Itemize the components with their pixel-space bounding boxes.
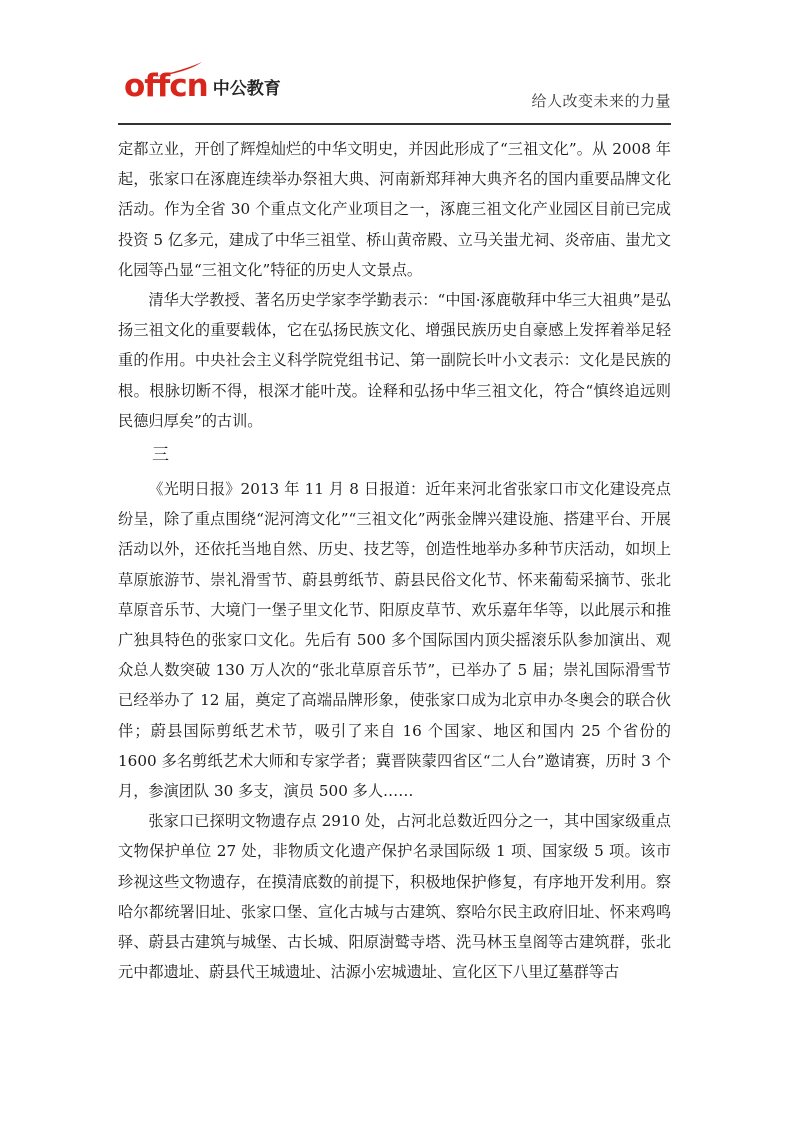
paragraph: 张家口已探明文物遗存点 2910 处，占河北总数近四分之一，其中国家级重点文物保护单位 27 处，非物质文化遗产保护名录国际级 1 项、国家级 5 项。该市珍视这些文物遗存，在摸清底数的前提下，积极地保护修复，有序地开发利用。察哈尔都统署旧址、张家口堡、宣化古城与古建筑、察哈尔民主政府旧址、怀来鸡鸣驿、蔚县古建筑与城堡、古长城、阳原澍鹫寺塔、洗马林玉皇阁等古建筑群，张北元中都遗址、蔚县代王城遗址、沽源小宏城遗址、宣化区下八里辽墓群等古 (118, 812, 671, 982)
slogan: 给人改变未来的力量 (531, 92, 671, 110)
logo-chinese-name: 中公教育 (212, 79, 281, 99)
logo-swoosh-icon (152, 61, 204, 79)
header-divider (118, 123, 671, 125)
document-body (118, 134, 671, 987)
offcn-logo (124, 66, 281, 102)
paragraph: 《光明日报》2013 年 11 月 8 日报道：近年来河北省张家口市文化建设亮点纷呈，除了重点围绕“泥河湾文化”“三祖文化”两张金牌兴建设施、搭建平台、开展活动以外，还依托当地自然、历史、技艺等，创造性地举办多种节庆活动，如坝上草原旅游节、崇礼滑雪节、蔚县剪纸节、蔚县民俗文化节、怀来葡萄采摘节、张北草原音乐节、大境门一堡子里文化节、阳原皮草节、欢乐嘉年华等，以此展示和推广独具特色的张家口文化。先后有 500 多个国际国内顶尖摇滚乐队参加演出、观众总人数突破 130 万人次的“张北草原音乐节”，已举办了 5 届；崇礼国际滑雪节已经举办了 12 届，奠定了高端品牌形象，使张家口成为北京申办冬奥会的联合伙伴；蔚县国际剪纸艺术节，吸引了来自 16 个国家、地区和国内 25 个省份的 1600 多名剪纸艺术大师和专家学者；冀晋陕蒙四省区“二人台”邀请赛，历时 3 个月，参演团队 30 多支，演员 500 多人…… (118, 480, 671, 801)
section-heading: 三 (152, 445, 169, 466)
page-header (118, 62, 671, 126)
paragraph-continuation: 定都立业，开创了辉煌灿烂的中华文明史，并因此形成了“三祖文化”。从 2008 年起，张家口在涿鹿连续举办祭祖大典、河南新郑拜神大典齐名的国内重要品牌文化活动。作为全省 30 个重点文化产业项目之一，涿鹿三祖文化产业园区目前已完成投资 5 亿多元，建成了中华三祖堂、桥山黄帝殿、立马关蚩尤祠、炎帝庙、蚩尤文化园等凸显“三祖文化”特征的历史人文景点。 (118, 140, 671, 279)
logo-wordmark (124, 68, 208, 104)
logo-text: offcn (124, 68, 208, 104)
paragraph: 清华大学教授、著名历史学家李学勤表示：“中国·涿鹿敬拜中华三大祖典”是弘扬三祖文化的重要载体，它在弘扬民族文化、增强民族历史自豪感上发挥着举足轻重的作用。中央社会主义科学院党组书记、第一副院长叶小文表示：文化是民族的根。根脉切断不得，根深才能叶茂。诠释和弘扬中华三祖文化，符合“慎终追远则民德归厚矣”的古训。 (118, 291, 671, 430)
